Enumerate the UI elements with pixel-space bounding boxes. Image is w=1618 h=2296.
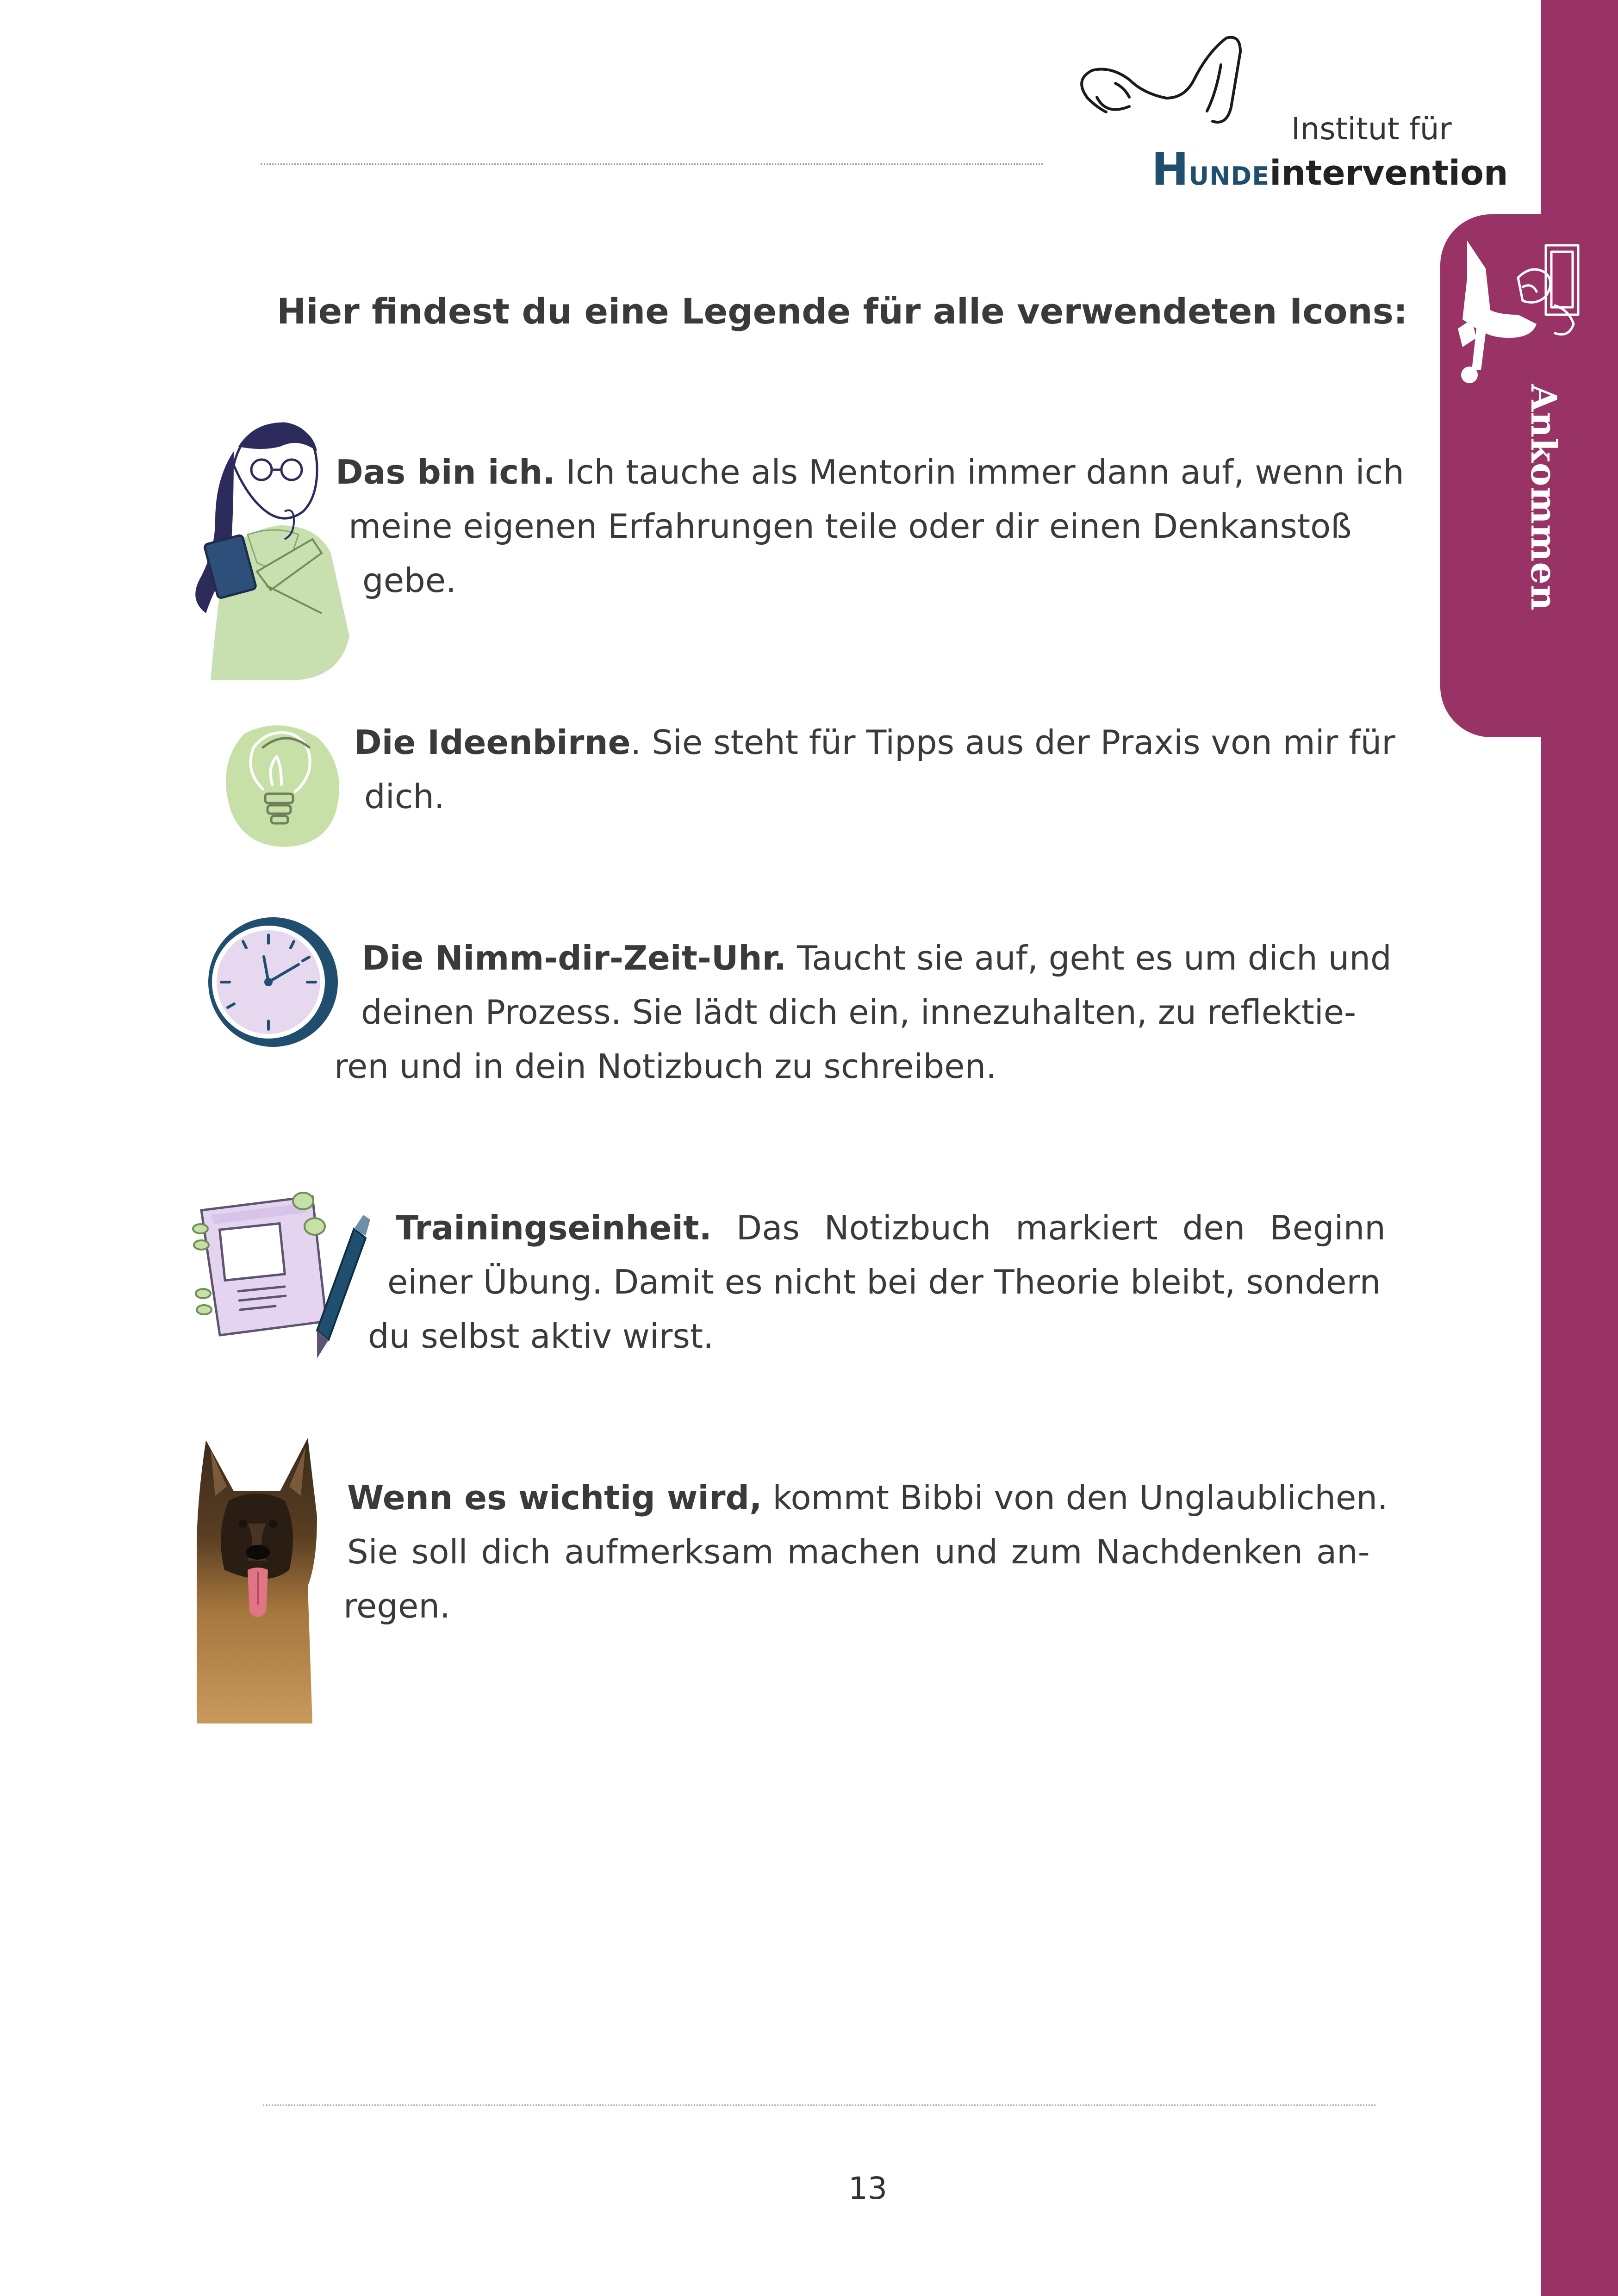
clock-icon xyxy=(204,913,342,1052)
legend-entry-notebook xyxy=(368,1201,1386,1363)
entry-text-rest: . Sie steht für Tipps aus der Praxis von mir für xyxy=(630,723,1395,762)
page-number: 13 xyxy=(848,2171,887,2206)
entry-bold-lead: Trainingseinheit. xyxy=(396,1208,712,1247)
entry-bold-lead: Das bin ich. xyxy=(336,453,555,492)
entry-text-rest: Ich tauche als Mentorin immer dann auf, wenn ich xyxy=(555,453,1404,492)
mentor-woman-icon xyxy=(192,419,352,680)
legend-entry-clock xyxy=(334,931,1392,1094)
entry-line xyxy=(334,931,1392,985)
entry-line: deinen Prozess. Sie lädt dich ein, innezuhalten, zu reflektie- xyxy=(361,993,1357,1032)
entry-bold-lead: Wenn es wichtig wird, xyxy=(347,1478,762,1517)
notebook-pen-icon xyxy=(183,1178,377,1372)
entry-line xyxy=(343,1471,1388,1525)
institute-logo xyxy=(1074,32,1508,195)
shepherd-dog-photo-icon xyxy=(197,1431,319,1724)
footer-divider xyxy=(263,2104,1375,2106)
dog-and-door-icon xyxy=(1449,236,1601,393)
entry-text-rest: kommt Bibbi von den Unglaublichen. xyxy=(762,1478,1388,1517)
logo-rest: intervention xyxy=(1270,153,1508,193)
logo-initial: H xyxy=(1151,143,1189,195)
entry-line: einer Übung. Damit es nicht bei der Theorie bleibt, sondern xyxy=(387,1263,1381,1301)
logo-text-line2 xyxy=(1151,143,1508,195)
lightbulb-icon xyxy=(217,720,344,849)
entry-line xyxy=(336,445,1404,499)
dog-ear-outline-icon xyxy=(1074,32,1268,153)
legend-entry-dog xyxy=(343,1471,1388,1633)
header-divider xyxy=(261,163,1043,165)
chapter-tab-label: Ankommen xyxy=(1523,384,1564,611)
entry-text-rest: Taucht sie auf, geht es um dich und xyxy=(786,939,1392,977)
entry-line: regen. xyxy=(343,1587,450,1625)
entry-line: du selbst aktiv wirst. xyxy=(368,1317,714,1356)
legend-entry-lightbulb xyxy=(354,716,1395,824)
entry-line: meine eigenen Erfahrungen teile oder dir einen Denkanstoß xyxy=(348,507,1352,546)
entry-text-rest: Das Notizbuch markiert den Beginn xyxy=(711,1208,1386,1247)
logo-caps: UNDE xyxy=(1189,162,1270,191)
entry-line xyxy=(354,716,1395,770)
entry-line: gebe. xyxy=(362,561,456,600)
legend-entry-mentor xyxy=(336,445,1404,608)
entry-line: dich. xyxy=(364,777,445,816)
legend-heading: Hier findest du eine Legende für alle verwendeten Icons: xyxy=(277,291,1408,332)
entry-bold-lead: Die Nimm-dir-Zeit-Uhr. xyxy=(362,939,787,977)
logo-text-line1: Institut für xyxy=(1291,111,1452,147)
entry-line: ren und in dein Notizbuch zu schreiben. xyxy=(334,1047,996,1086)
entry-line: Sie soll dich aufmerksam machen und zum Nachdenken an- xyxy=(347,1532,1370,1571)
entry-bold-lead: Die Ideenbirne xyxy=(354,723,631,762)
entry-line xyxy=(368,1201,1386,1255)
